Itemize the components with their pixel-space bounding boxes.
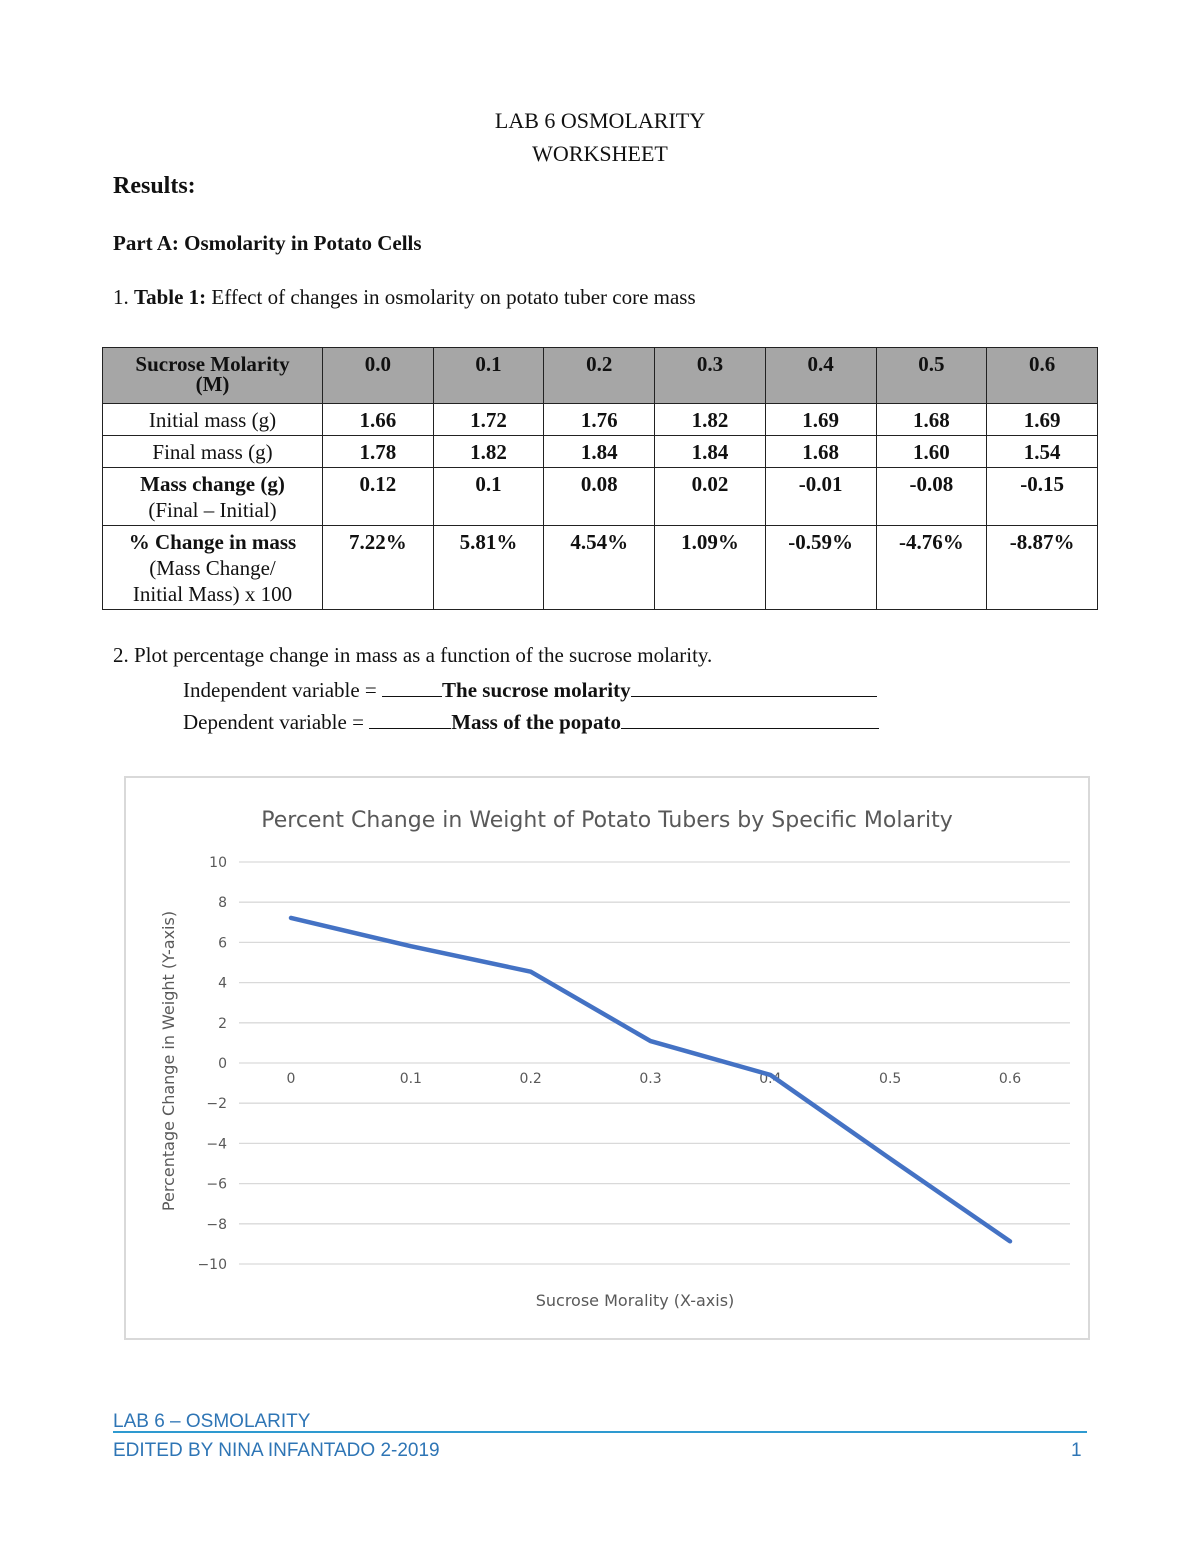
question-2: 2. Plot percentage change in mass as a function of the sucrose molarity. bbox=[113, 643, 713, 667]
row-label-sub: Initial Mass) x 100 bbox=[132, 582, 293, 606]
table-cell: 1.68 bbox=[765, 436, 876, 468]
header-label-line2: (M) bbox=[195, 372, 230, 396]
question-1 bbox=[113, 285, 696, 310]
percent-change-chart bbox=[124, 776, 1090, 1340]
table-cell: 1.82 bbox=[655, 404, 766, 436]
table-cell: -0.15 bbox=[987, 468, 1098, 526]
chart-y-tick-label: −4 bbox=[206, 1136, 227, 1153]
chart-x-tick-label: 0.6 bbox=[998, 1071, 1022, 1087]
chart-title: Percent Change in Weight of Potato Tubers by Specific Molarity bbox=[261, 808, 953, 833]
table-cell: 1.54 bbox=[987, 436, 1098, 468]
table-header-cell: 0.6 bbox=[987, 348, 1098, 404]
table-cell: -4.76% bbox=[876, 526, 987, 610]
answer-blank bbox=[631, 676, 877, 697]
row-label-sub: (Mass Change/ bbox=[149, 556, 276, 580]
chart-x-tick-label: 0.4 bbox=[759, 1071, 782, 1087]
chart-y-tick-label: −10 bbox=[197, 1257, 227, 1273]
dependent-variable-label: Dependent variable = bbox=[183, 710, 370, 734]
row-label-main: Mass change (g) bbox=[140, 472, 285, 496]
table-cell: 1.82 bbox=[433, 436, 544, 468]
table-cell: 1.69 bbox=[987, 404, 1098, 436]
chart-x-tick-label: 0.1 bbox=[399, 1071, 422, 1087]
table-cell: 1.09% bbox=[655, 526, 766, 610]
table-row bbox=[103, 468, 1098, 526]
table-header-cell: 0.0 bbox=[323, 348, 434, 404]
table-cell: 1.72 bbox=[433, 404, 544, 436]
dependent-variable-line bbox=[183, 708, 879, 735]
chart-y-tick-label: −2 bbox=[206, 1096, 227, 1113]
table-header-label bbox=[103, 348, 323, 404]
dependent-variable-answer: Mass of the popato bbox=[451, 710, 621, 734]
table-cell: 0.12 bbox=[323, 468, 434, 526]
row-label-main: % Change in mass bbox=[128, 530, 297, 554]
table-cell: 1.84 bbox=[544, 436, 655, 468]
row-label bbox=[103, 468, 323, 526]
table-cell: 1.60 bbox=[876, 436, 987, 468]
chart-y-tick-label: 8 bbox=[218, 895, 227, 912]
answer-blank bbox=[621, 708, 879, 729]
row-label bbox=[103, 526, 323, 610]
chart-x-tick-label: 0.2 bbox=[519, 1071, 542, 1087]
table-cell: 7.22% bbox=[323, 526, 434, 610]
table-row bbox=[103, 436, 1098, 468]
chart-canvas bbox=[126, 778, 1088, 1338]
part-a-heading: Part A: Osmolarity in Potato Cells bbox=[113, 231, 422, 255]
table-cell: 1.78 bbox=[323, 436, 434, 468]
table-row bbox=[103, 526, 1098, 610]
table-cell: 0.02 bbox=[655, 468, 766, 526]
table-caption-label: Table 1: bbox=[134, 285, 207, 309]
page-subtitle: WORKSHEET bbox=[532, 141, 668, 166]
table-cell: 1.68 bbox=[876, 404, 987, 436]
chart-x-axis-label: Sucrose Morality (X-axis) bbox=[535, 1291, 735, 1310]
independent-variable-line bbox=[183, 676, 877, 703]
chart-y-tick-label: 10 bbox=[209, 855, 227, 871]
table-header-cell: 0.5 bbox=[876, 348, 987, 404]
chart-y-tick-label: −6 bbox=[206, 1176, 227, 1193]
footer-divider bbox=[113, 1431, 1087, 1433]
table-cell: -0.01 bbox=[765, 468, 876, 526]
table-header-cell: 0.4 bbox=[765, 348, 876, 404]
table-cell: -0.08 bbox=[876, 468, 987, 526]
table-caption-text: Effect of changes in osmolarity on potato tuber core mass bbox=[211, 285, 696, 309]
row-label: Final mass (g) bbox=[103, 436, 323, 468]
chart-y-tick-label: 4 bbox=[218, 975, 227, 992]
chart-x-tick-label: 0.3 bbox=[639, 1071, 662, 1087]
header-label-line1: Sucrose Molarity bbox=[135, 352, 290, 376]
results-heading: Results: bbox=[113, 173, 196, 199]
table-cell: 1.84 bbox=[655, 436, 766, 468]
chart-y-axis-label: Percentage Change in Weight (Y-axis) bbox=[159, 910, 178, 1212]
osmolarity-table bbox=[102, 347, 1098, 610]
chart-x-tick-label: 0 bbox=[286, 1071, 296, 1087]
question-1-number: 1. bbox=[113, 285, 129, 309]
chart-y-tick-label: 2 bbox=[218, 1015, 227, 1032]
table-header-cell: 0.1 bbox=[433, 348, 544, 404]
table-cell: 0.08 bbox=[544, 468, 655, 526]
chart-y-tick-label: 0 bbox=[218, 1056, 227, 1072]
footer-lab-title: LAB 6 – OSMOLARITY bbox=[113, 1411, 311, 1432]
table-cell: 0.1 bbox=[433, 468, 544, 526]
row-label: Initial mass (g) bbox=[103, 404, 323, 436]
table-header-cell: 0.3 bbox=[655, 348, 766, 404]
table-cell: 5.81% bbox=[433, 526, 544, 610]
row-label-sub: (Final – Initial) bbox=[148, 498, 277, 522]
table-cell: -0.59% bbox=[765, 526, 876, 610]
table-cell: 1.66 bbox=[323, 404, 434, 436]
table-cell: 4.54% bbox=[544, 526, 655, 610]
answer-blank bbox=[369, 708, 451, 729]
independent-variable-answer: The sucrose molarity bbox=[442, 678, 631, 702]
chart-x-tick-label: 0.5 bbox=[879, 1071, 902, 1087]
chart-y-tick-label: −8 bbox=[206, 1216, 227, 1233]
independent-variable-label: Independent variable = bbox=[183, 678, 383, 702]
table-header-row bbox=[103, 348, 1098, 404]
table-cell: 1.76 bbox=[544, 404, 655, 436]
page-number: 1 bbox=[1071, 1440, 1082, 1461]
chart-y-tick-label: 6 bbox=[218, 935, 227, 952]
table-cell: 1.69 bbox=[765, 404, 876, 436]
table-row bbox=[103, 404, 1098, 436]
answer-blank bbox=[382, 676, 442, 697]
page-title: LAB 6 OSMOLARITY bbox=[494, 108, 706, 133]
table-cell: -8.87% bbox=[987, 526, 1098, 610]
table-header-cell: 0.2 bbox=[544, 348, 655, 404]
footer-credit: EDITED BY NINA INFANTADO 2-2019 bbox=[113, 1440, 440, 1461]
